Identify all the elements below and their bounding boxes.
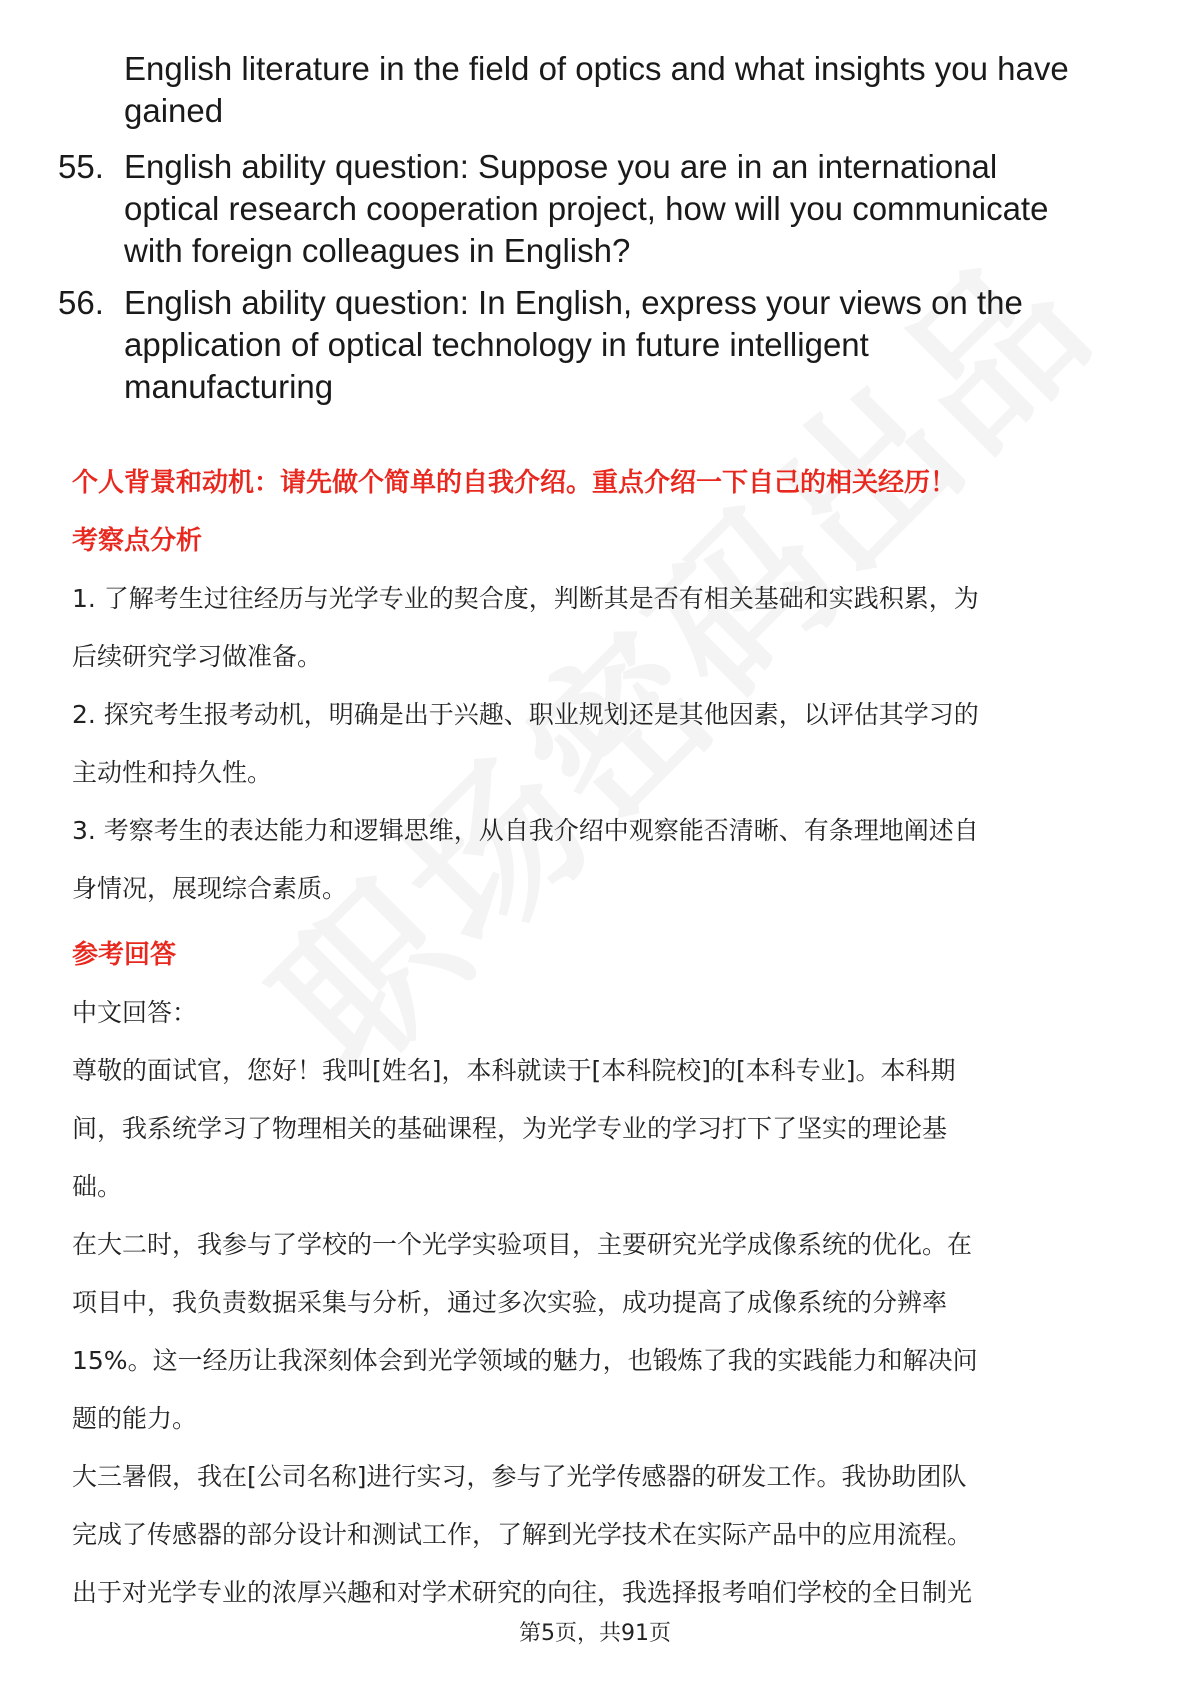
answer-line: 础。 <box>72 1172 123 1201</box>
answer-line: 15%。这一经历让我深刻体会到光学领域的魅力，也锻炼了我的实践能力和解决问 <box>72 1346 978 1375</box>
text-line: application of optical technology in future intelligent <box>124 326 869 363</box>
text-line: manufacturing <box>124 368 334 405</box>
answer-line: 项目中，我负责数据采集与分析，通过多次实验，成功提高了成像系统的分辨率 <box>72 1288 948 1317</box>
section-heading: 个人背景和动机：请先做个简单的自我介绍。重点介绍一下自己的相关经历！ <box>72 468 957 498</box>
question-55 <box>58 146 1138 272</box>
analysis-line: 身情况，展现综合素质。 <box>72 874 348 903</box>
section-body <box>72 454 1122 1622</box>
text-line: English literature in the field of optics and what insights you have <box>124 50 1069 87</box>
answer-line: 尊敬的面试官，您好！我叫[姓名]，本科就读于[本科院校]的[本科专业]。本科期 <box>72 1056 956 1085</box>
text-line: English ability question: Suppose you are in an international <box>124 148 998 185</box>
analysis-line: 主动性和持久性。 <box>72 758 273 787</box>
text-line: optical research cooperation project, how will you communicate <box>124 190 1049 227</box>
answer-line: 题的能力。 <box>72 1404 198 1433</box>
answer-line: 完成了传感器的部分设计和测试工作，了解到光学技术在实际产品中的应用流程。 <box>72 1520 973 1549</box>
page-footer: 第5页，共91页 <box>519 1621 671 1646</box>
analysis-line: 3. 考察考生的表达能力和逻辑思维，从自我介绍中观察能否清晰、有条理地阐述自 <box>72 816 979 845</box>
text-line: with foreign colleagues in English? <box>124 232 631 269</box>
text-line: English ability question: In English, express your views on the <box>124 284 1023 321</box>
question-number: 55. <box>58 148 104 185</box>
answer-line: 间，我系统学习了物理相关的基础课程，为光学专业的学习打下了坚实的理论基 <box>72 1114 948 1143</box>
answer-line: 出于对光学专业的浓厚兴趣和对学术研究的向往，我选择报考咱们学校的全日制光 <box>72 1578 973 1607</box>
answer-line: 大三暑假，我在[公司名称]进行实习，参与了光学传感器的研发工作。我协助团队 <box>72 1462 967 1491</box>
analysis-title: 考察点分析 <box>72 526 203 556</box>
analysis-line: 后续研究学习做准备。 <box>72 642 323 671</box>
question-number: 56. <box>58 284 104 321</box>
analysis-line: 2. 探究考生报考动机，明确是出于兴趣、职业规划还是其他因素，以评估其学习的 <box>72 700 979 729</box>
question-56 <box>58 282 1138 408</box>
question-54-continuation <box>58 48 1138 132</box>
answer-title: 参考回答 <box>72 940 177 970</box>
answer-line: 中文回答： <box>72 998 198 1027</box>
text-line: gained <box>124 92 224 129</box>
answer-line: 在大二时，我参与了学校的一个光学实验项目，主要研究光学成像系统的优化。在 <box>72 1230 973 1259</box>
analysis-line: 1. 了解考生过往经历与光学专业的契合度，判断其是否有相关基础和实践积累，为 <box>72 584 979 613</box>
